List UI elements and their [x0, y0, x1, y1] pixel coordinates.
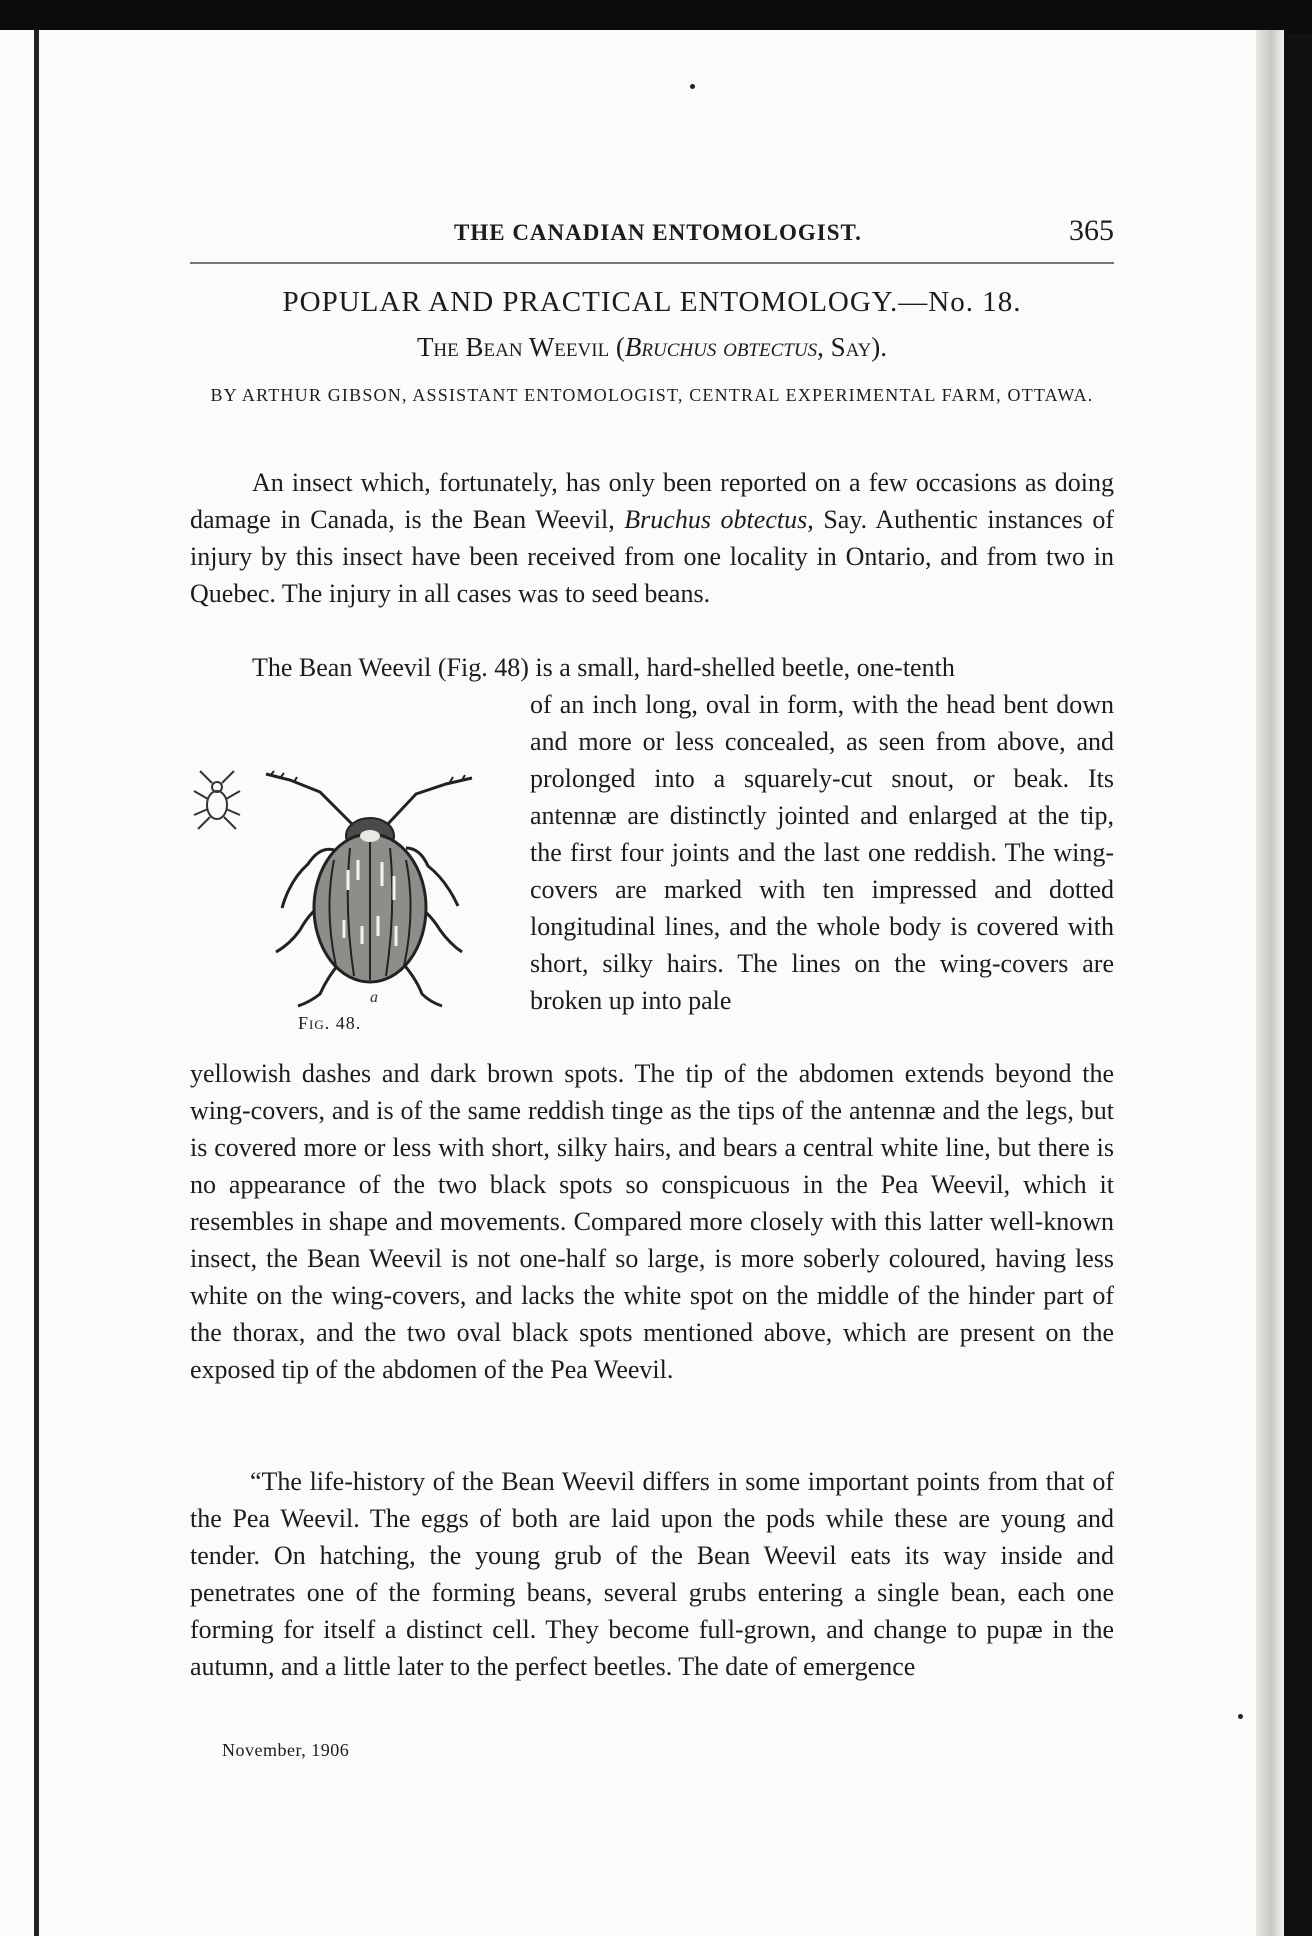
paragraph-2-continued	[190, 1055, 1114, 1388]
paragraph-1-text-end: , Say. Authentic instances of injury by this insect have been received from one locality in Ontario, and from two in Quebec. The injury in all cases was to seed beans.	[190, 505, 1114, 608]
small-beetle-illustration	[188, 765, 246, 835]
byline: BY ARTHUR GIBSON, ASSISTANT ENTOMOLOGIST, CENTRAL EXPERIMENTAL FARM, OTTAWA.	[210, 385, 1094, 405]
scan-speck	[690, 84, 695, 89]
paragraph-2-beside-figure: of an inch long, oval in form, with the head bent down and more or less concealed, as seen from above, and prolonged into a squarely-cut snout, or beak. Its antennæ are distinctly jointed and enlarged at the tip, the first four joints and the last one reddish. The wing-covers are marked with ten impressed and dotted longitudinal lines, and the whole body is covered with short, silky hairs. The lines on the wing-covers are broken up into pale	[530, 690, 1114, 1015]
page-number: 365	[1069, 214, 1114, 247]
section-title: POPULAR AND PRACTICAL ENTOMOLOGY.—No. 18.	[282, 286, 1022, 318]
issue-date-footer: November, 1906	[222, 1740, 350, 1760]
bean-weevil-illustration	[250, 730, 490, 1010]
paragraph-2-first-line	[190, 649, 1114, 686]
article-title-suffix: , Say).	[817, 332, 888, 362]
scan-speck	[1238, 1714, 1243, 1719]
paragraph-1-latin: Bruchus obtectus	[624, 505, 808, 534]
paragraph-3	[190, 1463, 1114, 1685]
page-edge	[1256, 30, 1284, 1936]
article-title-prefix: The Bean Weevil (	[416, 332, 625, 362]
figure-caption: Fig. 48.	[298, 1013, 362, 1033]
running-head	[190, 210, 1120, 254]
paragraph-1	[190, 464, 1114, 612]
article-title-latin: Bruchus obtectus	[624, 332, 818, 362]
paragraph-3-text: “The life-history of the Bean Weevil differs in some important points from that of the Pea Weevil. The eggs of both are laid upon the pods while these are young and tender. On hatching, the young grub of the Bean Weevil eats its way inside and penetrates one of the forming beans, several grubs entering a single bean, each one forming for itself a distinct cell. They become full-grown, and change to pupæ in the autumn, and a little later to the perfect beetles. The date of emergence	[190, 1467, 1114, 1681]
figure-mark: a	[370, 989, 378, 1006]
scan-top-border	[0, 0, 1312, 34]
paragraph-2-line: The Bean Weevil (Fig. 48) is a small, hard-shelled beetle, one-tenth	[252, 653, 955, 682]
article-title	[190, 332, 1114, 363]
paragraph-1-text: An insect which, fortunately, has only been reported on a few occasions as doing damage in Canada, is the Bean Weevil,	[190, 468, 1114, 534]
journal-title: THE CANADIAN ENTOMOLOGIST.	[454, 220, 862, 245]
paragraph-2-text: yellowish dashes and dark brown spots. The tip of the abdomen extends beyond the wing-covers, and is of the same reddish tinge as the tips of the antennæ and the legs, but is covered more or less with short, silky hairs, and bears a central white line, but there is no appearance of the two black spots so conspicuous in the Pea Weevil, which it resembles in shape and movements. Compared more closely with this latter well-known insect, the Bean Weevil is not one-half so large, is more soberly coloured, having less white on the wing-covers, and lacks the white spot on the middle of the hinder part of the thorax, and the two oval black spots mentioned above, which are present on the exposed tip of the abdomen of the Pea Weevil.	[190, 1059, 1114, 1384]
binding-edge	[34, 30, 39, 1936]
book-page	[0, 30, 1284, 1936]
header-rule	[190, 262, 1114, 264]
